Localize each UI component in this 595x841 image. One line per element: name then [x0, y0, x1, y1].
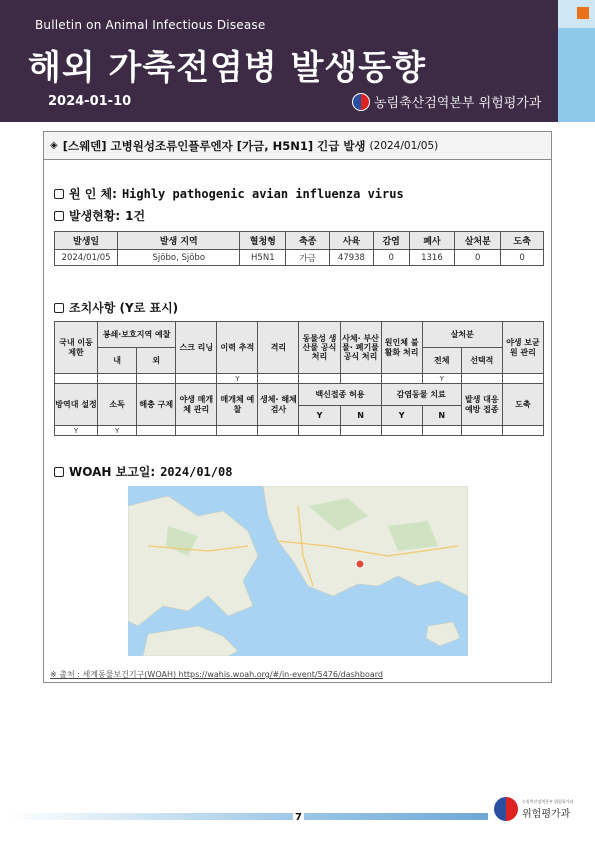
table-header: 백신접종 허용: [299, 384, 381, 406]
table-header: 발생일: [55, 232, 118, 250]
table-header: 동물성 생산물 공식 처리: [299, 322, 340, 374]
table-cell: 2024/01/05: [55, 250, 118, 266]
table-header: 외: [137, 348, 176, 374]
table-header: 감염: [373, 232, 409, 250]
table-header: 살처분: [455, 232, 501, 250]
table-header: 혈청형: [240, 232, 286, 250]
woah-line: [54, 463, 232, 480]
table-header: Y: [299, 406, 340, 426]
table-row: [55, 250, 544, 266]
table-header: Y: [381, 406, 422, 426]
table-header-row: [55, 322, 544, 348]
table-header: 사육: [330, 232, 374, 250]
woah-label: WOAH 보고일:: [69, 465, 156, 479]
footer-org: 위험평가과: [522, 808, 571, 820]
table-header: 이력 추적: [217, 322, 258, 374]
table-header: 소독: [98, 384, 137, 426]
outbreak-map: [128, 486, 468, 656]
issue-date: 2024-01-10: [48, 94, 132, 109]
table-cell: [381, 426, 422, 436]
measures-line: [54, 299, 178, 316]
table-cell: [340, 374, 381, 384]
taeguk-logo-icon: [494, 797, 518, 821]
table-header: 감염동물 치료: [381, 384, 461, 406]
table-cell: 0: [455, 250, 501, 266]
table-cell: [258, 374, 299, 384]
table-header: 발생 지역: [118, 232, 240, 250]
table-header: 방역대 설정: [55, 384, 98, 426]
table-header: 생체· 해체 검사: [258, 384, 299, 426]
table-header: 도축: [502, 384, 543, 426]
checkbox-square-icon: [54, 467, 64, 477]
table-header-row: [55, 232, 544, 250]
table-cell: 47938: [330, 250, 374, 266]
table-cell: [217, 426, 258, 436]
table-cell: [176, 374, 217, 384]
org-badge: [352, 92, 541, 111]
table-cell: 1316: [409, 250, 455, 266]
table-cell: Y: [55, 426, 98, 436]
table-header: 사체· 부산물· 폐기물 공식 처리: [340, 322, 381, 374]
table-header: 매개체 예찰: [217, 384, 258, 426]
table-header: 국내 이동 제한: [55, 322, 98, 374]
table-cell: 가금: [286, 250, 330, 266]
table-header: 도축: [501, 232, 544, 250]
outbreak-marker-icon: [356, 560, 364, 568]
table-header: 선택적: [461, 348, 502, 374]
page-title: 해외 가축전염병 발생동향: [28, 48, 426, 88]
table-header: N: [422, 406, 461, 426]
table-cell: [176, 426, 217, 436]
table-cell: 0: [373, 250, 409, 266]
table-cell: 0: [501, 250, 544, 266]
org-name: 농림축산검역본부 위험평가과: [374, 96, 542, 111]
table-cell: [258, 426, 299, 436]
table-cell: [98, 374, 137, 384]
agent-value: Highly pathogenic avian influenza virus: [121, 186, 404, 201]
status-value: 1건: [125, 209, 146, 223]
table-header: 야생 보균원 관리: [502, 322, 543, 374]
table-cell: [461, 374, 502, 384]
table-header: 야생 매개체 관리: [176, 384, 217, 426]
table-header: N: [340, 406, 381, 426]
report-box: [43, 131, 552, 683]
woah-date: 2024/01/08: [160, 464, 233, 479]
table-header: 해충 구제: [137, 384, 176, 426]
table-cell: [137, 426, 176, 436]
footer-org-block: [522, 799, 574, 820]
table-header: 격리: [258, 322, 299, 374]
footer-bar: [8, 813, 488, 820]
agent-line: [54, 185, 404, 202]
table-header: 스크 리닝: [176, 322, 217, 374]
table-cell: [299, 374, 340, 384]
status-label: 발생현황:: [69, 209, 121, 223]
agent-label: 원 인 체:: [69, 187, 117, 201]
checkbox-square-icon: [54, 211, 64, 221]
table-cell: Y: [422, 374, 461, 384]
report-title: [스웨덴] 고병원성조류인플루엔자 [가금, H5N1] 긴급 발생: [62, 138, 366, 153]
header-accent-square: [577, 7, 589, 19]
map-graphic: [128, 486, 468, 656]
table-row: [55, 426, 544, 436]
table-header: 살처분: [422, 322, 502, 348]
table-cell: [461, 426, 502, 436]
table-header: 봉쇄·보호지역 예찰: [98, 322, 176, 348]
table-header: 원인체 불활화 처리: [381, 322, 422, 374]
table-header-row: [55, 384, 544, 406]
table-cell: Sjöbo, Sjöbo: [118, 250, 240, 266]
taeguk-logo-icon: [352, 93, 370, 111]
table-cell: [340, 426, 381, 436]
table-header: 전체: [422, 348, 461, 374]
table-cell: H5N1: [240, 250, 286, 266]
diamond-marker-icon: ◈: [50, 140, 58, 151]
status-line: [54, 207, 145, 224]
measures-table: [54, 321, 544, 436]
checkbox-square-icon: [54, 303, 64, 313]
table-cell: [137, 374, 176, 384]
footer-org-small: 농림축산검역본부 위험평가과: [522, 798, 574, 804]
table-header: 축종: [286, 232, 330, 250]
table-cell: [502, 374, 543, 384]
source-note[interactable]: ※ 출처 : 세계동물보건기구(WOAH) https://wahis.woah.org/#/in-event/5476/dashboard: [50, 670, 383, 679]
table-cell: Y: [98, 426, 137, 436]
table-cell: [502, 426, 543, 436]
table-cell: Y: [217, 374, 258, 384]
outbreak-table: [54, 231, 544, 266]
table-header: 내: [98, 348, 137, 374]
table-header: 발생 대응 예방 접종: [461, 384, 502, 426]
table-cell: [422, 426, 461, 436]
report-title-bar: [44, 132, 551, 160]
table-cell: [55, 374, 98, 384]
table-row: [55, 374, 544, 384]
bulletin-label: Bulletin on Animal Infectious Disease: [35, 18, 266, 32]
table-header: 폐사: [409, 232, 455, 250]
footer-logo: [494, 797, 574, 821]
measures-label: 조치사항 (Y로 표시): [69, 301, 179, 315]
table-cell: [299, 426, 340, 436]
checkbox-square-icon: [54, 189, 64, 199]
table-cell: [381, 374, 422, 384]
report-title-date: (2024/01/05): [369, 139, 439, 152]
page-number: 7: [295, 812, 302, 823]
